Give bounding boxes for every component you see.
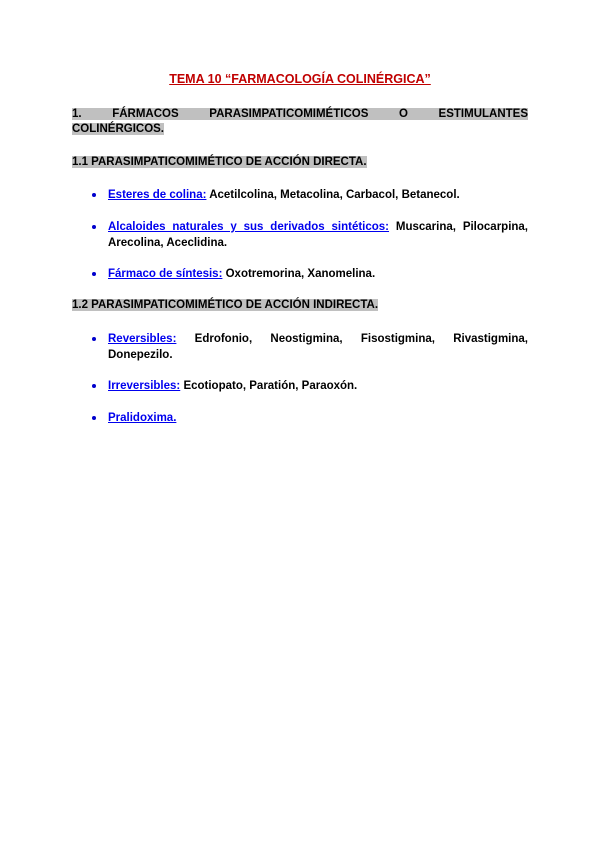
bullet-icon bbox=[92, 416, 96, 420]
section-1-heading-line2 bbox=[72, 122, 528, 137]
pralidoxima-link[interactable]: Pralidoxima. bbox=[108, 412, 177, 424]
farmaco-de-sintesis-link[interactable]: Fármaco de síntesis: bbox=[108, 268, 223, 280]
alcaloides-naturales-link[interactable]: Alcaloides naturales y sus derivados sintéticos: bbox=[108, 221, 390, 233]
list-item-text: Muscarina, Pilocarpina, Arecolina, Aceclidina. bbox=[108, 221, 529, 249]
bullet-icon bbox=[92, 384, 96, 388]
list-item-text: Edrofonio, Neostigmina, Fisostigmina, Rivastigmina, Donepezilo. bbox=[108, 333, 528, 361]
section-1-1-heading bbox=[72, 155, 528, 170]
bullet-icon bbox=[92, 193, 96, 197]
list-item-text: Acetilcolina, Metacolina, Carbacol, Betanecol. bbox=[206, 189, 460, 201]
section-1-heading-line1 bbox=[72, 107, 528, 122]
section-1-2-heading bbox=[72, 298, 528, 313]
list-item-text: Oxotremorina, Xanomelina. bbox=[222, 268, 376, 280]
reversibles-link[interactable]: Reversibles: bbox=[108, 333, 177, 345]
section-1-heading-text: 1. FÁRMACOS PARASIMPATICOMIMÉTICOS O ESTIMULANTES bbox=[72, 108, 528, 120]
bullet-icon bbox=[92, 225, 96, 229]
bullet-icon bbox=[92, 337, 96, 341]
page-title: TEMA 10 “FARMACOLOGÍA COLINÉRGICA” bbox=[169, 72, 431, 86]
section-1-heading-text-cont: COLINÉRGICOS. bbox=[72, 123, 165, 135]
irreversibles-link[interactable]: Irreversibles: bbox=[108, 380, 181, 392]
list-item-text: Ecotiopato, Paratión, Paraoxón. bbox=[180, 380, 358, 392]
bullet-icon bbox=[92, 272, 96, 276]
esteres-de-colina-link[interactable]: Esteres de colina: bbox=[108, 189, 207, 201]
section-1-2-heading-text: 1.2 PARASIMPATICOMIMÉTICO DE ACCIÓN INDIRECTA. bbox=[72, 299, 379, 311]
section-1-1-heading-text: 1.1 PARASIMPATICOMIMÉTICO DE ACCIÓN DIRECTA. bbox=[72, 156, 367, 168]
